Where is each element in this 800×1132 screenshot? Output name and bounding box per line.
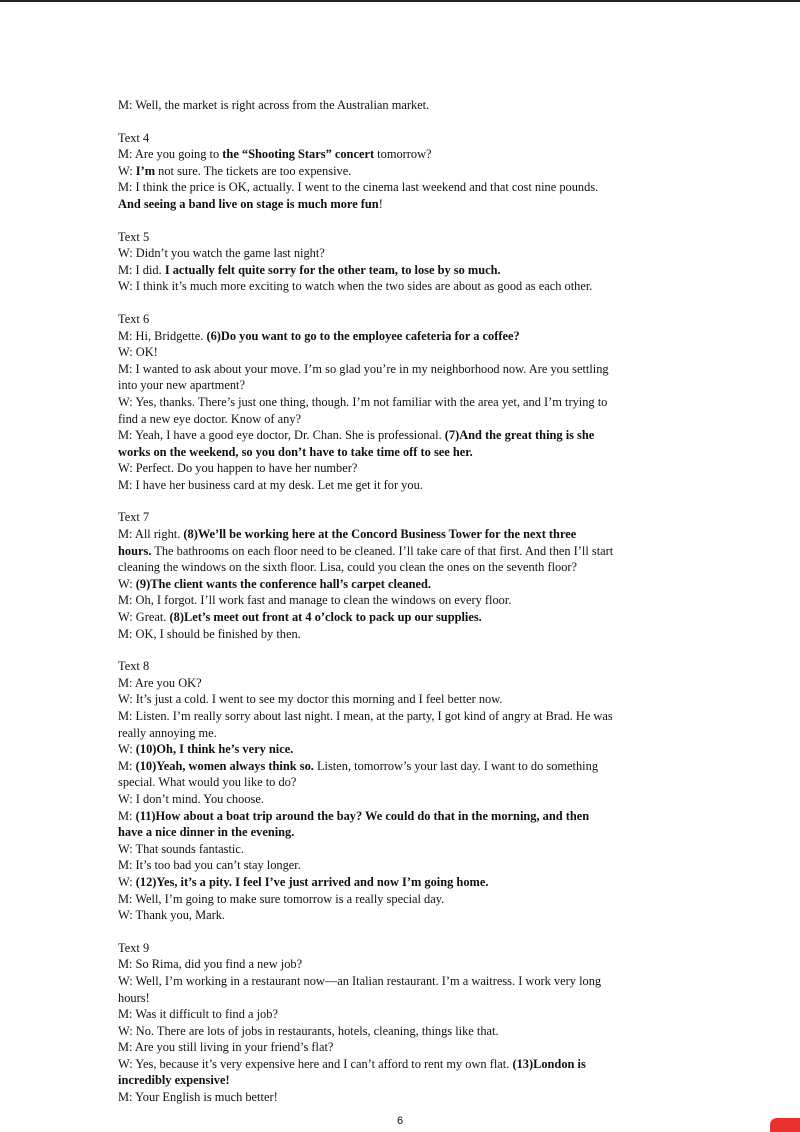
transcript-line — [118, 1023, 680, 1040]
text-run: M: Your English is much better! — [118, 1090, 278, 1105]
text-run: cleaning the windows on the sixth floor. Lisa, could you clean the ones on the seventh floor? — [118, 560, 578, 575]
bold-answer-text: (11)How about a boat trip around the bay? We could do that in the morning, and then — [135, 808, 590, 823]
bold-answer-text: (10)Yeah, women always think so. — [135, 758, 314, 773]
text-run: W: No. There are lots of jobs in restaurants, hotels, cleaning, things like that. — [118, 1023, 499, 1038]
transcript-line — [118, 874, 680, 891]
transcript-line — [118, 460, 680, 477]
bold-answer-text: (13)London is — [512, 1056, 586, 1071]
bold-answer-text: (6)Do you want to go to the employee cafeteria for a coffee? — [206, 328, 520, 343]
transcript-line — [118, 229, 680, 246]
text-run: W: Yes, because it’s very expensive here and I can’t afford to rent my own flat. — [118, 1056, 513, 1071]
transcript-line — [118, 444, 680, 461]
bold-answer-text: I actually felt quite sorry for the other team, to lose by so much. — [164, 262, 501, 277]
transcript-line — [118, 708, 680, 725]
text-run: W: I don’t mind. You choose. — [118, 791, 264, 806]
transcript-line — [118, 543, 680, 560]
text-run: M: Are you going to — [118, 147, 223, 162]
transcript-line — [118, 245, 680, 262]
text-run: M: Was it difficult to find a job? — [118, 1007, 278, 1022]
transcript-line — [118, 990, 680, 1007]
paragraph-gap — [118, 642, 680, 658]
transcript-line — [118, 559, 680, 576]
transcript-line — [118, 130, 680, 147]
text-run: M: I did. — [118, 262, 165, 277]
transcript-line — [118, 1056, 680, 1073]
text-run: M: So Rima, did you find a new job? — [118, 957, 303, 972]
transcript-line — [118, 658, 680, 675]
transcript-line — [118, 741, 680, 758]
text-run: W: — [118, 163, 136, 178]
bold-answer-text: incredibly expensive! — [118, 1073, 230, 1088]
bold-answer-text: (7)And the great thing is she — [444, 428, 595, 443]
text-run: find a new eye doctor. Know of any? — [118, 411, 302, 426]
bold-answer-text: hours. — [118, 543, 152, 558]
text-run: M: I have her business card at my desk. Let me get it for you. — [118, 477, 423, 492]
transcript-line — [118, 973, 680, 990]
text-run: Text 4 — [118, 130, 150, 145]
bold-answer-text: I’m — [135, 163, 156, 178]
text-run: hours! — [118, 990, 150, 1005]
text-run: M: All right. — [118, 527, 184, 542]
text-run: M: — [118, 758, 136, 773]
transcript-line — [118, 361, 680, 378]
text-run: M: Hi, Bridgette. — [118, 328, 207, 343]
text-run: tomorrow? — [374, 147, 432, 162]
transcript-line — [118, 691, 680, 708]
transcript-line — [118, 758, 680, 775]
text-run: M: Are you OK? — [118, 675, 202, 690]
text-run: really annoying me. — [118, 725, 217, 740]
top-border-line — [0, 0, 800, 2]
transcript-line — [118, 1089, 680, 1106]
text-run: M: — [118, 808, 136, 823]
text-run: The bathrooms on each floor need to be cleaned. I’ll take care of that first. And then I’ll start — [151, 543, 614, 558]
transcript-line — [118, 808, 680, 825]
text-run: W: Thank you, Mark. — [118, 908, 226, 923]
text-run: not sure. The tickets are too expensive. — [155, 163, 352, 178]
transcript-line — [118, 146, 680, 163]
text-run: M: Well, I’m going to make sure tomorrow is a really special day. — [118, 891, 445, 906]
transcript-line — [118, 675, 680, 692]
transcript-line — [118, 344, 680, 361]
transcript-line — [118, 824, 680, 841]
transcript-line — [118, 907, 680, 924]
text-run: W: Didn’t you watch the game last night? — [118, 246, 325, 261]
text-run: ! — [378, 196, 383, 211]
document-body — [118, 97, 680, 1106]
transcript-line — [118, 940, 680, 957]
paragraph-gap — [118, 213, 680, 229]
transcript-line — [118, 1039, 680, 1056]
bold-answer-text: (9)The client wants the conference hall’s carpet cleaned. — [135, 576, 432, 591]
paragraph-gap — [118, 295, 680, 311]
text-run: M: Are you still living in your friend’s flat? — [118, 1040, 334, 1055]
transcript-line — [118, 97, 680, 114]
transcript-line — [118, 509, 680, 526]
text-run: W: — [118, 576, 136, 591]
transcript-line — [118, 526, 680, 543]
text-run: M: I wanted to ask about your move. I’m so glad you’re in my neighborhood now. Are you settling — [118, 361, 609, 376]
text-run: Text 6 — [118, 311, 150, 326]
paragraph-gap — [118, 114, 680, 130]
text-run: Text 7 — [118, 510, 150, 525]
transcript-line — [118, 841, 680, 858]
text-run: M: It’s too bad you can’t stay longer. — [118, 858, 301, 873]
transcript-line — [118, 377, 680, 394]
transcript-line — [118, 1006, 680, 1023]
transcript-line — [118, 477, 680, 494]
text-run: M: Listen. I’m really sorry about last night. I mean, at the party, I got kind of angry at Brad. He was — [118, 709, 613, 723]
transcript-line — [118, 394, 680, 411]
text-run: M: Yeah, I have a good eye doctor, Dr. Chan. She is professional. — [118, 428, 445, 443]
transcript-line — [118, 576, 680, 593]
text-run: Listen, tomorrow’s your last day. I want to do something — [313, 758, 599, 773]
text-run: W: Great. — [118, 610, 170, 625]
text-run: M: Oh, I forgot. I’ll work fast and manage to clean the windows on every floor. — [118, 593, 512, 608]
transcript-line — [118, 725, 680, 742]
transcript-line — [118, 626, 680, 643]
text-run: Text 9 — [118, 940, 150, 955]
text-run: W: I think it’s much more exciting to watch when the two sides are about as good as each other. — [118, 279, 593, 294]
page-number: 6 — [396, 1115, 404, 1127]
paragraph-gap — [118, 924, 680, 940]
text-run: into your new apartment? — [118, 378, 245, 393]
transcript-line — [118, 1072, 680, 1089]
transcript-line — [118, 592, 680, 609]
text-run: W: Well, I’m working in a restaurant now—an Italian restaurant. I’m a waitress. I work very long — [118, 973, 602, 988]
bold-answer-text: (8)We’ll be working here at the Concord Business Tower for the next three — [183, 527, 577, 542]
text-run: M: OK, I should be finished by then. — [118, 626, 301, 641]
text-run: M: I think the price is OK, actually. I went to the cinema last weekend and that cost nine pounds. — [118, 180, 599, 195]
transcript-line — [118, 278, 680, 295]
transcript-line — [118, 956, 680, 973]
text-run: W: It’s just a cold. I went to see my doctor this morning and I feel better now. — [118, 692, 503, 707]
bold-answer-text: And seeing a band live on stage is much more fun — [118, 196, 379, 211]
bold-answer-text: (8)Let’s meet out front at 4 o’clock to pack up our supplies. — [169, 610, 482, 625]
bold-answer-text: (12)Yes, it’s a pity. I feel I’ve just arrived and now I’m going home. — [135, 874, 489, 889]
transcript-line — [118, 609, 680, 626]
transcript-line — [118, 891, 680, 908]
text-run: W: — [118, 874, 136, 889]
bold-answer-text: have a nice dinner in the evening. — [118, 825, 295, 840]
text-run: W: That sounds fantastic. — [118, 841, 244, 856]
bold-answer-text: the “Shooting Stars” concert — [222, 147, 375, 162]
transcript-line — [118, 196, 680, 213]
transcript-line — [118, 857, 680, 874]
text-run: Text 8 — [118, 659, 150, 674]
text-run: special. What would you like to do? — [118, 775, 297, 790]
text-run: W: Yes, thanks. There’s just one thing, though. I’m not familiar with the area yet, and I’m trying to — [118, 394, 608, 409]
transcript-line — [118, 411, 680, 428]
transcript-line — [118, 427, 680, 444]
transcript-line — [118, 328, 680, 345]
text-run: Text 5 — [118, 229, 150, 244]
text-run: W: — [118, 742, 136, 757]
transcript-line — [118, 163, 680, 180]
text-run: M: Well, the market is right across from the Australian market. — [118, 98, 430, 112]
transcript-line — [118, 262, 680, 279]
bold-answer-text: works on the weekend, so you don’t have to take time off to see her. — [118, 444, 473, 459]
transcript-line — [118, 774, 680, 791]
transcript-line — [118, 791, 680, 808]
transcript-line — [118, 311, 680, 328]
text-run: W: OK! — [118, 345, 158, 360]
paragraph-gap — [118, 493, 680, 509]
bold-answer-text: (10)Oh, I think he’s very nice. — [135, 742, 294, 757]
transcript-line — [118, 179, 680, 196]
text-run: W: Perfect. Do you happen to have her number? — [118, 461, 358, 476]
